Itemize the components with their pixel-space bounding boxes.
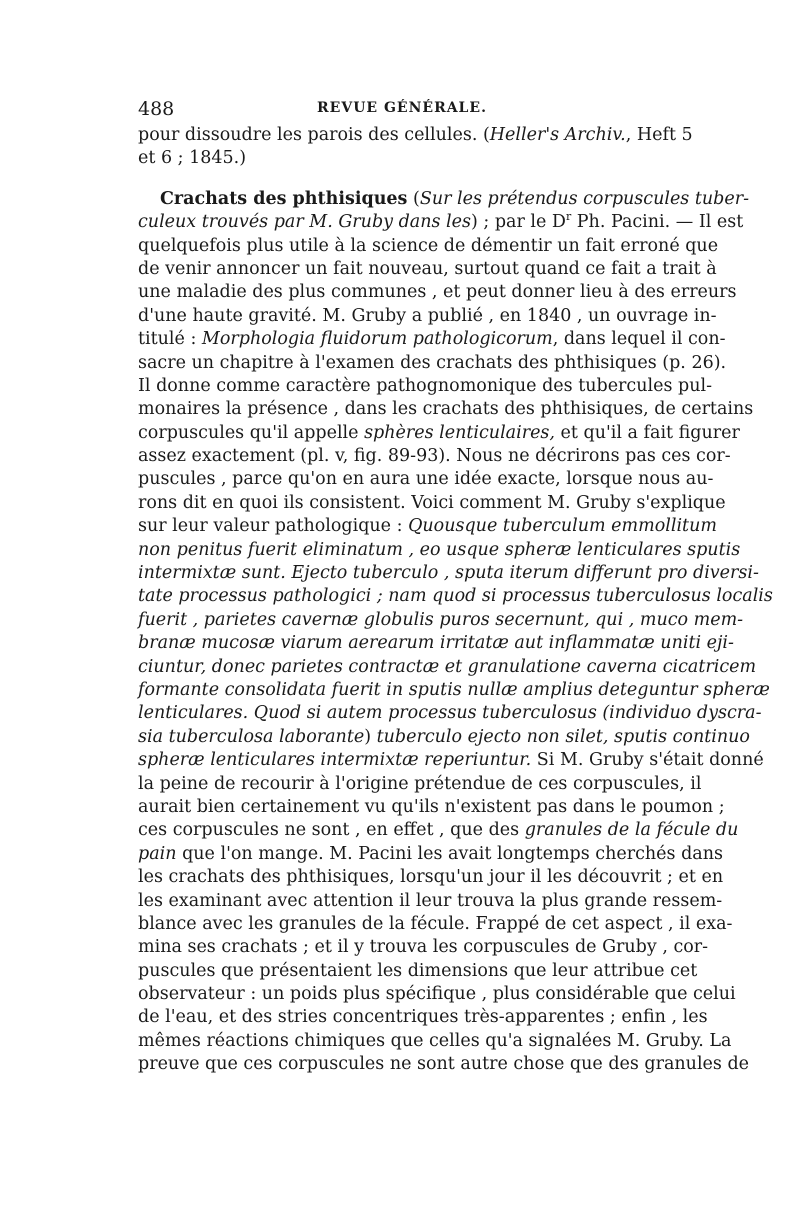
text-line: branæ mucosæ viarum aerearum irritatæ aut inflammatæ uniti eji- [138,633,734,654]
text-line: monaires la présence , dans les crachats des phthisiques, de certains [138,399,754,420]
text-line: rons dit en quoi ils consistent. Voici comment M. Gruby s'explique [138,492,726,513]
text-line: fuerit , parietes cavernæ globulis puros secernunt, qui , muco mem- [138,609,744,630]
text-line: Il donne comme caractère pathognomonique des tubercules pul- [138,375,712,396]
text-line: et 6 ; 1845.) [138,148,247,169]
text-line: assez exactement (pl. v, fig. 89-93). Nous ne décrirons pas ces cor- [138,446,731,467]
text-line: sur leur valeur pathologique : Quousque tuberculum emmollitum [138,516,717,537]
page [138,98,773,1077]
section-heading: Crachats des phthisiques [160,188,408,209]
text-line: quelquefois plus utile à la science de démentir un fait erroné que [138,235,719,256]
text-line: corpuscules qu'il appelle sphères lenticulaires, et qu'il a fait figurer [138,422,740,443]
text-line: de venir annoncer un fait nouveau, surtout quand ce fait a trait à [138,258,717,279]
text-line: spheræ lenticulares intermixtæ reperiuntur. Si M. Gruby s'était donné [138,750,764,771]
text-line: Crachats des phthisiques (Sur les prétendus corpuscules tuber- [160,188,749,209]
text-line: puscules que présentaient les dimensions que leur attribue cet [138,960,698,981]
paragraph-crachats [138,188,773,1077]
text-line: sacre un chapitre à l'examen des crachats des phthisiques (p. 26). [138,352,727,373]
text-line: non penitus fuerit eliminatum , eo usque spheræ lenticulares sputis [138,539,741,560]
journal-title: REVUE GÉNÉRALE. [317,100,487,116]
text-line: ces corpuscules ne sont , en effet , que des granules de la fécule du [138,820,739,841]
text-line: blance avec les granules de la fécule. Frappé de cet aspect , il exa- [138,913,733,934]
text-line: la peine de recourir à l'origine prétendue de ces corpuscules, il [138,773,702,794]
text-line: intermixtæ sunt. Ejecto tuberculo , sputa iterum differunt pro diversi- [138,563,759,584]
text-line: mêmes réactions chimiques que celles qu'a signalées M. Gruby. La [138,1030,732,1051]
text-line: preuve que ces corpuscules ne sont autre chose que des granules de [138,1054,750,1075]
text-line: ciuntur, donec parietes contractæ et granulatione caverna cicatricem [138,656,757,677]
text-line: de l'eau, et des stries concentriques très-apparentes ; enfin , les [138,1007,708,1028]
text-line: lenticulares. Quod si autem processus tuberculosus (individuo dyscra- [138,703,762,724]
text-line: mina ses crachats ; et il y trouva les corpuscules de Gruby , cor- [138,937,709,958]
text-line: pour dissoudre les parois des cellules. (Heller's Archiv., Heft 5 [138,125,693,145]
text-line: pain que l'on mange. M. Pacini les avait longtemps cherchés dans [138,843,723,864]
text-line: aurait bien certainement vu qu'ils n'existent pas dans le poumon ; [138,796,725,817]
text-line: observateur : un poids plus spécifique , plus considérable que celui [138,984,736,1005]
page-number: 488 [138,98,175,120]
text-line: formante consolidata fuerit in sputis nullæ amplius deteguntur spheræ [138,679,770,700]
text-line: les examinant avec attention il leur trouva la plus grande ressem- [138,890,723,911]
text-line: une maladie des plus communes , et peut donner lieu à des erreurs [138,282,737,303]
text-line: d'une haute gravité. M. Gruby a publié , en 1840 , un ouvrage in- [138,305,717,326]
text-line: culeux trouvés par M. Gruby dans les) ; par le $D^r$ Ph. Pacini. — Il est [138,210,744,233]
text-line: puscules , parce qu'on en aura une idée exacte, lorsque nous au- [138,469,714,490]
text-line: tate processus pathologici ; nam quod si processus tuberculosus localis [138,586,773,607]
text-line: les crachats des phthisiques, lorsqu'un jour il les découvrit ; et en [138,867,724,888]
paragraph-heller-citation [138,124,693,171]
text-line: titulé : Morphologia fluidorum pathologicorum, dans lequel il con- [138,329,726,350]
text-line: sia tuberculosa laborante) tuberculo ejecto non silet, sputis continuo [138,726,750,747]
running-head [138,98,666,124]
